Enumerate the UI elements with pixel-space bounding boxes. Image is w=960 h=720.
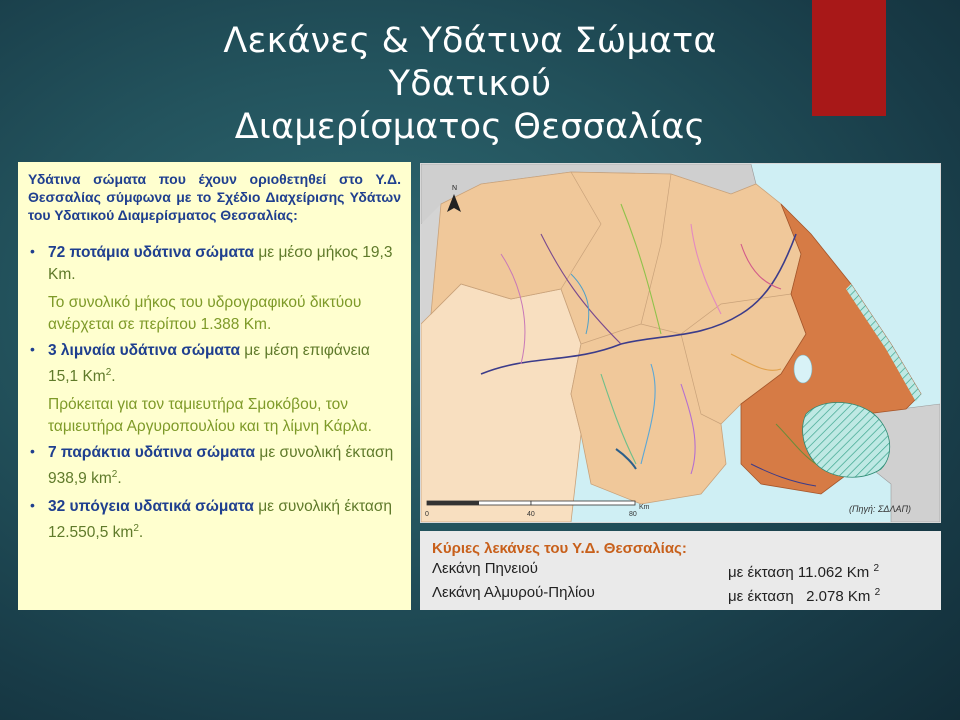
main-basins-title: Κύριες λεκάνες του Υ.Δ. Θεσσαλίας:	[432, 540, 687, 557]
bullet-bold: 32 υπόγεια υδατικά σώματα	[48, 498, 254, 516]
list-item	[28, 242, 401, 286]
intro-text: Υδάτινα σώματα που έχουν οριοθετηθεί στο Υ.Δ. Θεσσαλίας σύμφωνα με το Σχέδιο Διαχείρισης Υδάτων του Υδατικού Διαμερίσματος Θεσσαλίας:	[28, 171, 401, 223]
basin-area-value: 11.062 Km	[797, 564, 870, 581]
list-item	[28, 340, 401, 388]
basin-area-prefix: με έκταση	[728, 564, 798, 581]
basin-row	[432, 583, 929, 607]
list-item	[28, 496, 401, 544]
slide-title	[150, 20, 790, 149]
basin-name: Λεκάνη Αλμυρού-Πηλίου	[432, 584, 595, 601]
bullet-bold: 3 λιμναία υδάτινα σώματα	[48, 342, 240, 359]
bullet-text: με συνολική έκταση 938,9 km	[48, 444, 394, 488]
bullet-text: με συνολική έκταση 12.550,5 km	[48, 498, 393, 542]
scale-label: 0	[425, 511, 429, 518]
bullet-tail: .	[117, 470, 122, 488]
basin-west	[421, 284, 581, 522]
bullet-bold: 72 ποτάμια υδάτινα σώματα	[48, 244, 255, 261]
map-figure	[421, 164, 940, 522]
basin-area	[728, 559, 879, 583]
bullet-bold: 7 παράκτια υδάτινα σώματα	[48, 444, 256, 462]
basin-area-prefix: με έκταση	[728, 588, 807, 605]
scale-label: 80	[629, 511, 637, 518]
bullet-sub-text: Πρόκειται για τον ταμιευτήρα Σμοκόβου, τον ταμιευτήρα Αργυροπουλίου και τη λίμνη Κάρλα.	[48, 396, 372, 436]
map-source: (Πηγή: ΣΔΛΑΠ)	[849, 504, 911, 514]
superscript: 2	[874, 587, 881, 598]
title-line-2: Διαμερίσματος Θεσσαλίας	[234, 107, 706, 147]
water-bodies-list	[28, 242, 401, 544]
north-label: N	[452, 185, 458, 192]
scale-label: 40	[527, 511, 535, 518]
basin-area	[728, 583, 880, 607]
superscript: 2	[105, 367, 112, 378]
basin-area-value: 2.078 Km	[806, 588, 871, 605]
bullet-text: με μέση επιφάνεια 15,1 Km	[48, 342, 370, 386]
superscript: 2	[133, 523, 139, 535]
bullet-icon: •	[30, 341, 35, 357]
basin-map	[420, 163, 941, 523]
bullet-text: με μέσο μήκος 19,3 Km.	[48, 244, 393, 283]
bullet-icon: •	[30, 443, 35, 460]
list-item	[28, 442, 401, 490]
bullet-tail: .	[111, 368, 116, 386]
superscript: 2	[873, 563, 880, 574]
accent-block	[812, 0, 886, 116]
basin-row	[432, 559, 929, 583]
main-basins-box	[420, 531, 941, 610]
scale-unit: Km	[639, 504, 650, 511]
water-bodies-panel	[18, 162, 411, 610]
bullet-icon: •	[30, 497, 35, 514]
bullet-icon: •	[30, 243, 35, 259]
bullet-tail: .	[138, 524, 144, 542]
basin-name: Λεκάνη Πηνειού	[432, 560, 538, 577]
superscript: 2	[111, 469, 118, 481]
title-line-1: Λεκάνες & Υδάτινα Σώματα Υδατικού	[223, 21, 717, 104]
small-lake	[794, 355, 812, 383]
bullet-sub-text: Το συνολικό μήκος του υδρογραφικού δικτύου ανέρχεται σε περίπου 1.388 Km.	[48, 294, 362, 333]
